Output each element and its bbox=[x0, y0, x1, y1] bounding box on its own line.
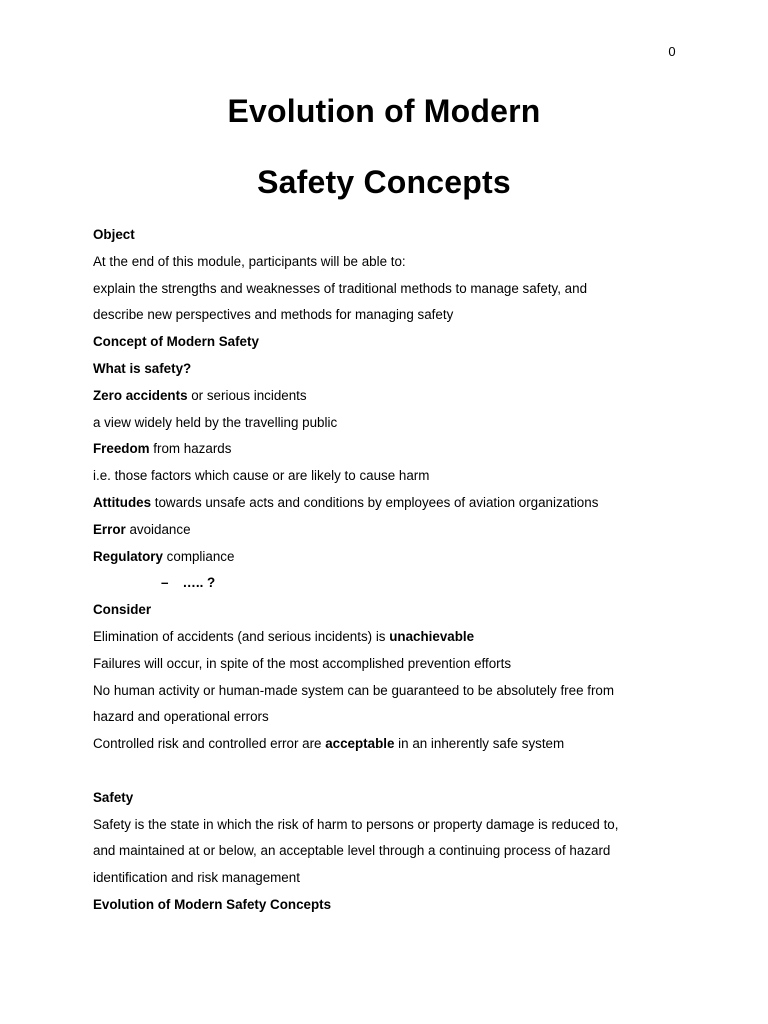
error-rest: avoidance bbox=[125, 521, 191, 537]
intro-line: At the end of this module, participants will be able to: bbox=[93, 253, 406, 269]
safety-heading: Safety bbox=[93, 789, 134, 805]
evolution-heading: Evolution of Modern Safety Concepts bbox=[93, 896, 332, 912]
no-human-line-1: No human activity or human-made system can be guaranteed to be absolutely free from bbox=[93, 682, 615, 698]
safety-definition-line-1: Safety is the state in which the risk of harm to persons or property damage is reduced to, bbox=[93, 816, 619, 832]
controlled-line bbox=[93, 731, 693, 758]
dash-bullet: – bbox=[161, 575, 169, 591]
attitudes-line bbox=[93, 490, 693, 517]
ie-line: i.e. those factors which cause or are likely to cause harm bbox=[93, 468, 430, 484]
regulatory-term: Regulatory bbox=[93, 548, 163, 564]
freedom-rest: from hazards bbox=[149, 441, 232, 457]
dash-item-text: ….. ? bbox=[182, 575, 216, 591]
what-is-safety-heading: What is safety? bbox=[93, 360, 192, 376]
controlled-text: Controlled risk and controlled error are bbox=[93, 736, 326, 752]
regulatory-rest: compliance bbox=[162, 548, 235, 564]
safety-definition-line-2: and maintained at or below, an acceptable level through a continuing process of hazard bbox=[93, 843, 611, 859]
elimination-term: unachievable bbox=[389, 628, 475, 644]
public-view-line: a view widely held by the travelling public bbox=[93, 414, 338, 430]
document-title-line-1: Evolution of Modern bbox=[227, 93, 541, 129]
elimination-text: Elimination of accidents (and serious incidents) is bbox=[93, 628, 390, 644]
dash-list-item bbox=[93, 570, 693, 597]
page-number: 0 bbox=[668, 44, 676, 59]
zero-accidents-rest: or serious incidents bbox=[187, 387, 307, 403]
goal-line-1: explain the strengths and weaknesses of traditional methods to manage safety, and bbox=[93, 280, 588, 296]
consider-heading: Consider bbox=[93, 602, 152, 618]
regulatory-line bbox=[93, 544, 693, 571]
attitudes-rest: towards unsafe acts and conditions by employees of aviation organizations bbox=[151, 494, 599, 510]
freedom-line bbox=[93, 436, 693, 463]
document-title-line-2: Safety Concepts bbox=[257, 164, 511, 200]
controlled-term: acceptable bbox=[325, 736, 395, 752]
error-term: Error bbox=[93, 521, 126, 537]
freedom-term: Freedom bbox=[93, 441, 150, 457]
document-body bbox=[93, 222, 693, 919]
blank-line bbox=[93, 758, 693, 785]
zero-accidents-line bbox=[93, 383, 693, 410]
safety-definition-line-3: identification and risk management bbox=[93, 870, 300, 886]
error-line bbox=[93, 517, 693, 544]
no-human-line-2: hazard and operational errors bbox=[93, 709, 269, 725]
object-heading: Object bbox=[93, 227, 135, 242]
controlled-rest: in an inherently safe system bbox=[394, 736, 565, 752]
zero-accidents-term: Zero accidents bbox=[93, 387, 188, 403]
elimination-line bbox=[93, 624, 693, 651]
concept-heading: Concept of Modern Safety bbox=[93, 334, 259, 350]
goal-line-2: describe new perspectives and methods for managing safety bbox=[93, 307, 454, 323]
attitudes-term: Attitudes bbox=[93, 494, 152, 510]
failures-line: Failures will occur, in spite of the most accomplished prevention efforts bbox=[93, 655, 512, 671]
